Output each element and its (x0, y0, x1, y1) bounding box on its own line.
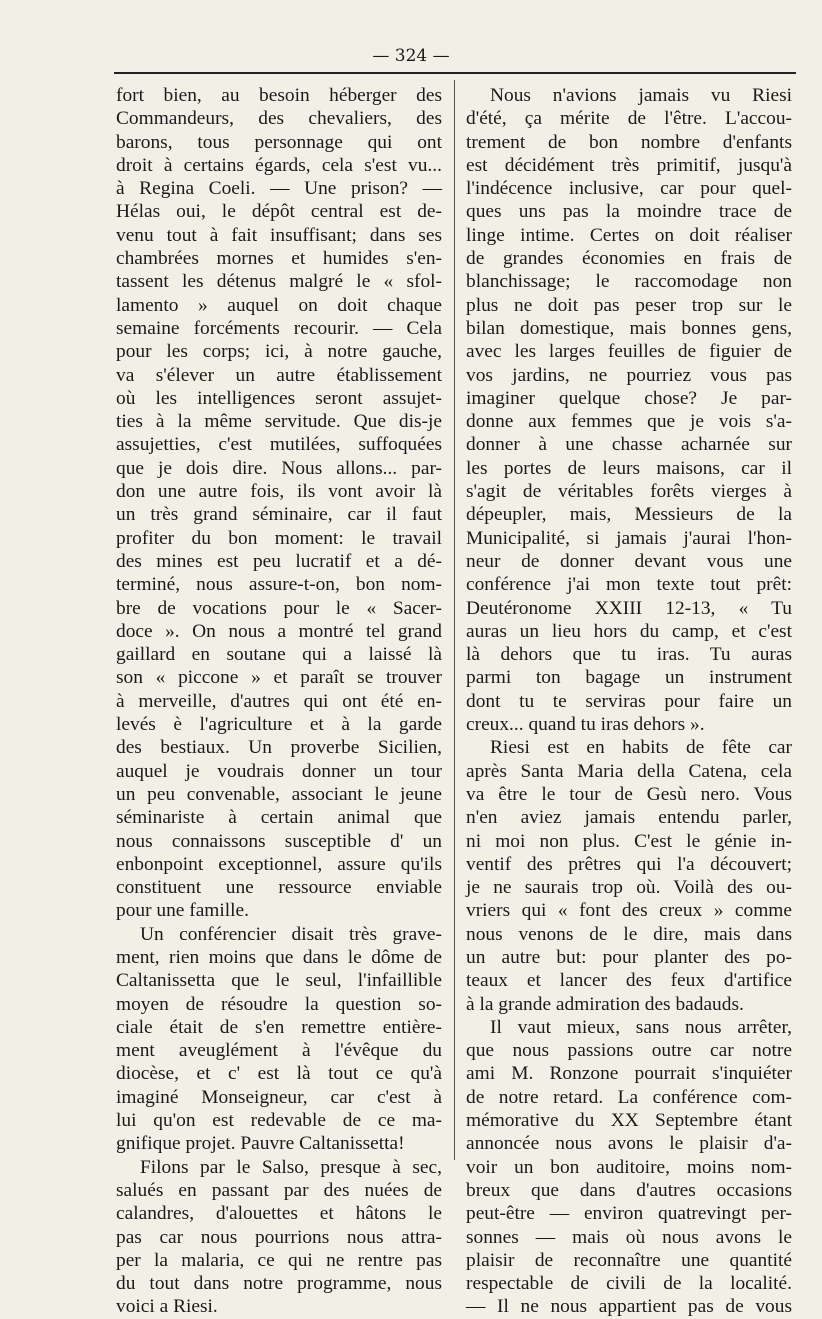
text-line: Municipalité, si jamais j'aurai l'hon- (466, 527, 792, 549)
text-line: enbonpoint exceptionnel, assure qu'ils (116, 853, 442, 875)
text-line: des bestiaux. Un proverbe Sicilien, (116, 737, 442, 759)
text-line: d'été, ça mérite de l'être. L'accou- (466, 108, 792, 130)
text-line: que nous passions outre car notre (466, 1040, 792, 1062)
text-line: don une autre fois, ils vont avoir là (116, 481, 442, 503)
header-rule (114, 72, 796, 74)
text-line: profiter du bon moment: le travail (116, 527, 442, 549)
text-line: peut-être — environ quatrevingt per- (466, 1203, 792, 1225)
text-line: Il vaut mieux, sans nous arrêter, (490, 1016, 792, 1038)
text-line: terminé, nous assure-t-on, bon nom- (116, 574, 442, 596)
text-line: bre de vocations pour le « Sacer- (116, 597, 442, 619)
column-divider (454, 80, 455, 1160)
text-line: levés è l'agriculture et à la garde (116, 714, 442, 736)
text-line: ciale était de s'en remettre entière- (116, 1016, 442, 1038)
text-line: ment aveuglément à l'évêque du (116, 1040, 442, 1062)
text-line: moyen de résoudre la question so- (116, 993, 442, 1015)
text-line: après Santa Maria della Catena, cela (466, 760, 792, 782)
text-line: n'en aviez jamais entendu parler, (466, 807, 792, 829)
text-line: gnifique projet. Pauvre Caltanissetta! (116, 1133, 405, 1155)
right-column (466, 84, 792, 1319)
text-line: des mines est peu lucratif et a dé- (116, 550, 442, 572)
text-line: là dehors que tu iras. Tu auras (466, 644, 792, 666)
text-line: trement de bon nombre d'enfants (466, 131, 792, 153)
text-line: — Il ne nous appartient pas de vous (466, 1296, 792, 1318)
text-line: conférence j'ai mon texte tout prêt: (466, 574, 792, 596)
text-line: vos jardins, ne pourriez vous pas (466, 364, 792, 386)
text-line: parmi ton bagage un instrument (466, 667, 792, 689)
text-line: annoncée nous avons le plaisir d'a- (466, 1133, 792, 1155)
text-line: creux... quand tu iras dehors ». (466, 714, 705, 736)
text-line: ventif des prêtres qui l'a découvert; (466, 853, 792, 875)
text-line: bilan domestique, mais bonnes gens, (466, 317, 792, 339)
text-line: où les intelligences seront assujet- (116, 387, 442, 409)
text-line: diocèse, et c' est là tout ce qu'à (116, 1063, 442, 1085)
text-line: pour les corps; ici, à notre gauche, (116, 341, 442, 363)
text-line: à Regina Coeli. — Une prison? — (116, 178, 442, 200)
text-line: salués en passant par des nuées de (116, 1179, 442, 1201)
text-line: ment, rien moins que dans le dôme de (116, 946, 442, 968)
text-line: lui qu'on est redevable de ce ma- (116, 1110, 442, 1132)
text-line: les portes de leurs maisons, car il (466, 457, 792, 479)
text-line: Nous n'avions jamais vu Riesi (490, 85, 792, 106)
text-line: Filons par le Salso, presque à sec, (140, 1156, 442, 1178)
text-line: Hélas oui, le dépôt central est de- (116, 201, 442, 223)
text-line: l'indécence inclusive, car pour quel- (466, 178, 792, 200)
text-line: teaux et lancer des feux d'artifice (466, 970, 792, 992)
text-line: s'agit de véritables forêts vierges à (466, 481, 792, 503)
text-line: mémorative du XX Septembre étant (466, 1110, 792, 1132)
text-line: de grandes économies en frais de (466, 248, 792, 270)
text-line: voir un bon auditoire, moins nom- (466, 1156, 792, 1178)
page-number: — 324 — (372, 46, 450, 66)
text-line: tassent les détenus malgré le « sfol- (116, 271, 442, 293)
text-line: Deutéronome XXIII 12-13, « Tu (466, 597, 792, 619)
text-line: assujetties, c'est mutilées, suffoquées (116, 434, 442, 456)
text-line: ni moi non plus. C'est le génie in- (466, 830, 792, 852)
text-line: auquel je voudrais donner un tour (116, 760, 442, 782)
text-line: neur de donner devant vous une (466, 550, 792, 572)
left-column (116, 84, 442, 1319)
text-line: du tout dans notre programme, nous (116, 1273, 442, 1295)
text-line: vriers qui « font des creux » comme (466, 900, 792, 922)
text-line: nous venons de le dire, mais dans (466, 923, 792, 945)
text-line: doce ». On nous a montré tel grand (116, 620, 442, 642)
text-line: constituent une ressource enviable (116, 877, 442, 899)
text-line: calandres, d'alouettes et hâtons le (116, 1203, 442, 1225)
text-line: Un conférencier disait très grave- (140, 923, 442, 945)
text-line: ties à la même servitude. Que dis-je (116, 411, 442, 433)
text-line: voici a Riesi. (116, 1296, 218, 1318)
text-line: dont tu te serviras pour faire un (466, 690, 792, 712)
text-line: est décidément très primitif, jusqu'à (466, 154, 792, 176)
text-line: plaisir de reconnaître une quantité (466, 1249, 792, 1271)
text-line: venu tout à fait insuffisant; dans ses (116, 224, 442, 246)
text-line: gaillard en soutane qui a laissé là (116, 644, 442, 666)
text-line: semaine forcéments recourir. — Cela (116, 317, 442, 339)
text-line: imaginé Monseigneur, car c'est à (116, 1086, 442, 1108)
text-line: à la grande admiration des badauds. (466, 993, 744, 1015)
text-line: je ne saurais trop où. Voilà des ou- (466, 877, 792, 899)
text-line: donne aux femmes que je vois s'a- (466, 411, 792, 433)
text-line: blanchissage; le raccomodage non (466, 271, 792, 293)
text-line: séminariste à certain animal que (116, 807, 442, 829)
text-line: nous connaissons susceptible d' un (116, 830, 442, 852)
text-line: dépeupler, mais, Messieurs de la (466, 504, 792, 526)
text-line: que je dois dire. Nous allons... par- (116, 457, 442, 479)
text-line: va s'élever un autre établissement (116, 364, 442, 386)
text-line: lamento » auquel on doit chaque (116, 294, 442, 316)
text-line: ques uns pas la moindre trace de (466, 201, 792, 223)
text-line: droit à certains égards, cela s'est vu... (116, 154, 442, 176)
text-line: un très grand séminaire, car il faut (116, 504, 442, 526)
text-line: à merveille, d'autres qui ont été en- (116, 690, 442, 712)
text-line: linge intime. Certes on doit réaliser (466, 224, 792, 246)
text-line: per la malaria, ce qui ne rentre pas (116, 1249, 442, 1271)
text-line: sonnes — mais où nous avons le (466, 1226, 792, 1248)
text-line: donner à une chasse acharnée sur (466, 434, 792, 456)
text-line: ami M. Ronzone pourrait s'inquiéter (466, 1063, 792, 1085)
text-line: plus ne doit pas peser trop sur le (466, 294, 792, 316)
text-line: va être le tour de Gesù nero. Vous (466, 783, 792, 805)
text-line: fort bien, au besoin héberger des (116, 85, 442, 106)
text-line: Caltanissetta que le seul, l'infaillible (116, 970, 442, 992)
text-line: Riesi est en habits de fête car (490, 737, 792, 759)
text-line: pour une famille. (116, 900, 249, 922)
text-line: auras un lieu hors du camp, et c'est (466, 620, 792, 642)
text-line: imaginer quelque chose? Je par- (466, 387, 792, 409)
text-line: avec les larges feuilles de figuier de (466, 341, 792, 363)
text-line: un autre but: pour planter des po- (466, 946, 792, 968)
text-line: chambrées mornes et humides s'en- (116, 248, 442, 270)
text-line: respectable de civili de la localité. (466, 1273, 792, 1295)
text-line: pas car nous pourrions nous attra- (116, 1226, 442, 1248)
text-line: son « piccone » et paraît se trouver (116, 667, 442, 689)
text-line: de notre retard. La conférence com- (466, 1086, 792, 1108)
text-line: breux que dans d'autres occasions (466, 1179, 792, 1201)
text-line: Commandeurs, des chevaliers, des (116, 108, 442, 130)
text-line: un peu convenable, associant le jeune (116, 783, 442, 805)
text-line: barons, tous personnage qui ont (116, 131, 442, 153)
